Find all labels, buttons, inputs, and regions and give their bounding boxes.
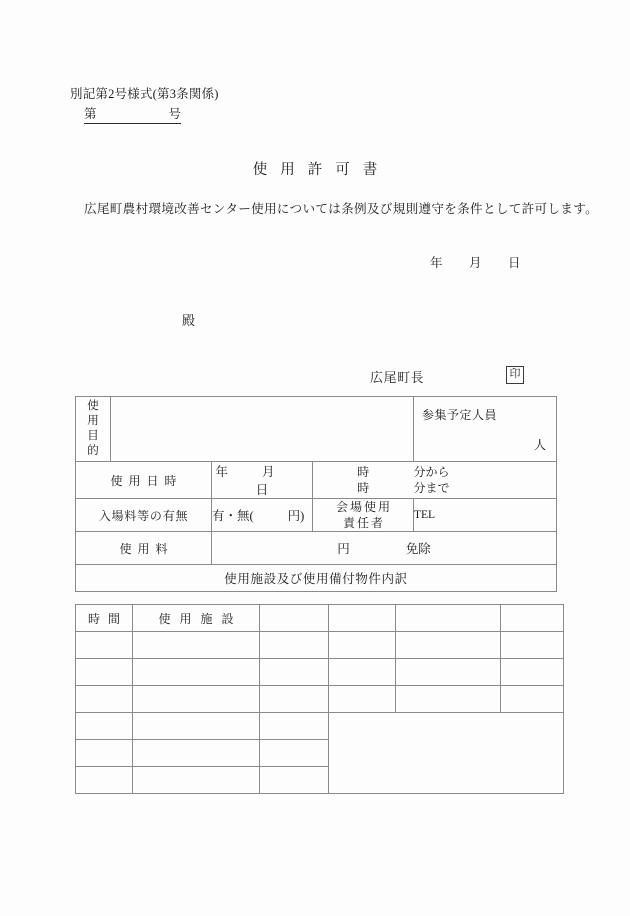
grid-cell-facility[interactable] xyxy=(133,659,260,686)
usage-fee-exempt-label: 免除 xyxy=(405,542,431,556)
grid-cell-time[interactable] xyxy=(76,659,133,686)
grid-col-header-4 xyxy=(329,605,396,632)
datetime-hours-cell[interactable] xyxy=(313,462,414,499)
grid-cell-time[interactable] xyxy=(76,740,133,767)
grid-cell-3[interactable] xyxy=(260,713,329,740)
date-day-label: 日 xyxy=(508,256,522,270)
grid-cell-3[interactable] xyxy=(260,686,329,713)
addressee-honorific: 殿 xyxy=(182,313,196,328)
purpose-label-char-3: 目 xyxy=(87,430,99,442)
grid-cell-time[interactable] xyxy=(76,713,133,740)
document-number-suffix: 号 xyxy=(168,107,182,121)
grid-cell-4[interactable] xyxy=(329,632,396,659)
grid-cell-6[interactable] xyxy=(501,659,564,686)
table-row-breakdown-header xyxy=(76,565,557,592)
attendees-label: 参集予定人員 xyxy=(422,408,498,422)
grid-col-header-3 xyxy=(260,605,329,632)
date-year-label: 年 xyxy=(430,256,444,270)
table-row[interactable] xyxy=(76,686,564,713)
grid-cell-3[interactable] xyxy=(260,659,329,686)
datetime-year-label: 年 xyxy=(215,465,228,479)
grid-cell-6[interactable] xyxy=(501,686,564,713)
attendees-cell[interactable] xyxy=(414,397,557,462)
grid-cell-4[interactable] xyxy=(329,659,396,686)
purpose-input-cell[interactable] xyxy=(111,397,414,462)
attendees-unit-label: 人 xyxy=(533,438,546,452)
table-row[interactable] xyxy=(76,632,564,659)
breakdown-grid-table xyxy=(75,604,564,794)
grid-cell-5[interactable] xyxy=(396,659,501,686)
telephone-cell[interactable] xyxy=(414,499,557,532)
issue-date-line[interactable] xyxy=(430,253,521,271)
grid-cell-6[interactable] xyxy=(501,632,564,659)
usage-fee-value-cell[interactable] xyxy=(212,532,557,565)
grid-col-header-6 xyxy=(501,605,564,632)
grid-cell-3[interactable] xyxy=(260,632,329,659)
grid-cell-3[interactable] xyxy=(260,767,329,794)
seal-stamp-box: 印 xyxy=(506,366,524,384)
usage-fee-label-cell: 使用料 xyxy=(76,532,212,565)
datetime-min-from-label: 分から xyxy=(413,465,450,479)
usage-fee-yen-label: 円 xyxy=(337,542,350,556)
grid-col-header-facility: 使用施設 xyxy=(133,605,260,632)
responsible-label-line1: 会場使用 xyxy=(335,500,392,514)
datetime-hour-from-label: 時 xyxy=(357,465,370,479)
responsible-label-line2: 責任者 xyxy=(342,516,385,530)
grid-cell-5[interactable] xyxy=(396,686,501,713)
purpose-label-char-2: 用 xyxy=(87,415,99,427)
body-paragraph: 広尾町農村環境改善センター使用については条例及び規則遵守を条件として許可します。 xyxy=(84,202,598,216)
document-number-field[interactable] xyxy=(84,104,181,124)
grid-col-header-5 xyxy=(396,605,501,632)
grid-col-header-time: 時間 xyxy=(76,605,133,632)
datetime-date-cell[interactable] xyxy=(212,462,313,499)
datetime-hour-to-label: 時 xyxy=(357,481,370,495)
page-title: 使用許可書 xyxy=(252,162,391,178)
grid-cell-facility[interactable] xyxy=(133,686,260,713)
purpose-label-char-4: 的 xyxy=(87,445,99,457)
grid-cell-time[interactable] xyxy=(76,632,133,659)
purpose-label-cell xyxy=(76,397,111,462)
grid-cell-facility[interactable] xyxy=(133,713,260,740)
grid-cell-facility[interactable] xyxy=(133,767,260,794)
grid-cell-4[interactable] xyxy=(329,686,396,713)
issuer-name: 広尾町長 xyxy=(370,371,425,385)
date-month-label: 月 xyxy=(469,256,483,270)
purpose-label-char-1: 使 xyxy=(87,400,99,412)
datetime-minutes-cell[interactable] xyxy=(414,462,557,499)
admission-yen-label: 円) xyxy=(287,509,305,523)
table-row-purpose xyxy=(76,397,557,462)
grid-merged-notes-cell[interactable] xyxy=(329,713,564,794)
table-row-usage-fee xyxy=(76,532,557,565)
grid-cell-5[interactable] xyxy=(396,632,501,659)
table-row-datetime xyxy=(76,462,557,499)
grid-cell-time[interactable] xyxy=(76,767,133,794)
table-row[interactable] xyxy=(76,659,564,686)
admission-label-cell: 入場料等の有無 xyxy=(76,499,212,532)
form-code-label: 別記第2号様式(第3条関係) xyxy=(70,87,219,101)
admission-choice-label: 有・無( xyxy=(212,509,254,523)
admission-value-cell[interactable] xyxy=(212,499,313,532)
permit-details-table xyxy=(75,396,557,592)
datetime-month-label: 月 xyxy=(262,465,275,479)
grid-cell-time[interactable] xyxy=(76,686,133,713)
responsible-person-label-cell xyxy=(313,499,414,532)
datetime-day-label: 日 xyxy=(255,483,269,497)
datetime-min-to-label: 分まで xyxy=(413,481,450,495)
grid-cell-3[interactable] xyxy=(260,740,329,767)
grid-header-row xyxy=(76,605,564,632)
table-row[interactable] xyxy=(76,713,564,740)
tel-label: TEL xyxy=(414,509,436,521)
table-row-admission xyxy=(76,499,557,532)
grid-cell-facility[interactable] xyxy=(133,740,260,767)
grid-cell-facility[interactable] xyxy=(133,632,260,659)
datetime-label-cell: 使用日時 xyxy=(76,462,212,499)
document-number-prefix: 第 xyxy=(84,107,97,121)
breakdown-section-header: 使用施設及び使用備付物件内訳 xyxy=(76,565,557,592)
